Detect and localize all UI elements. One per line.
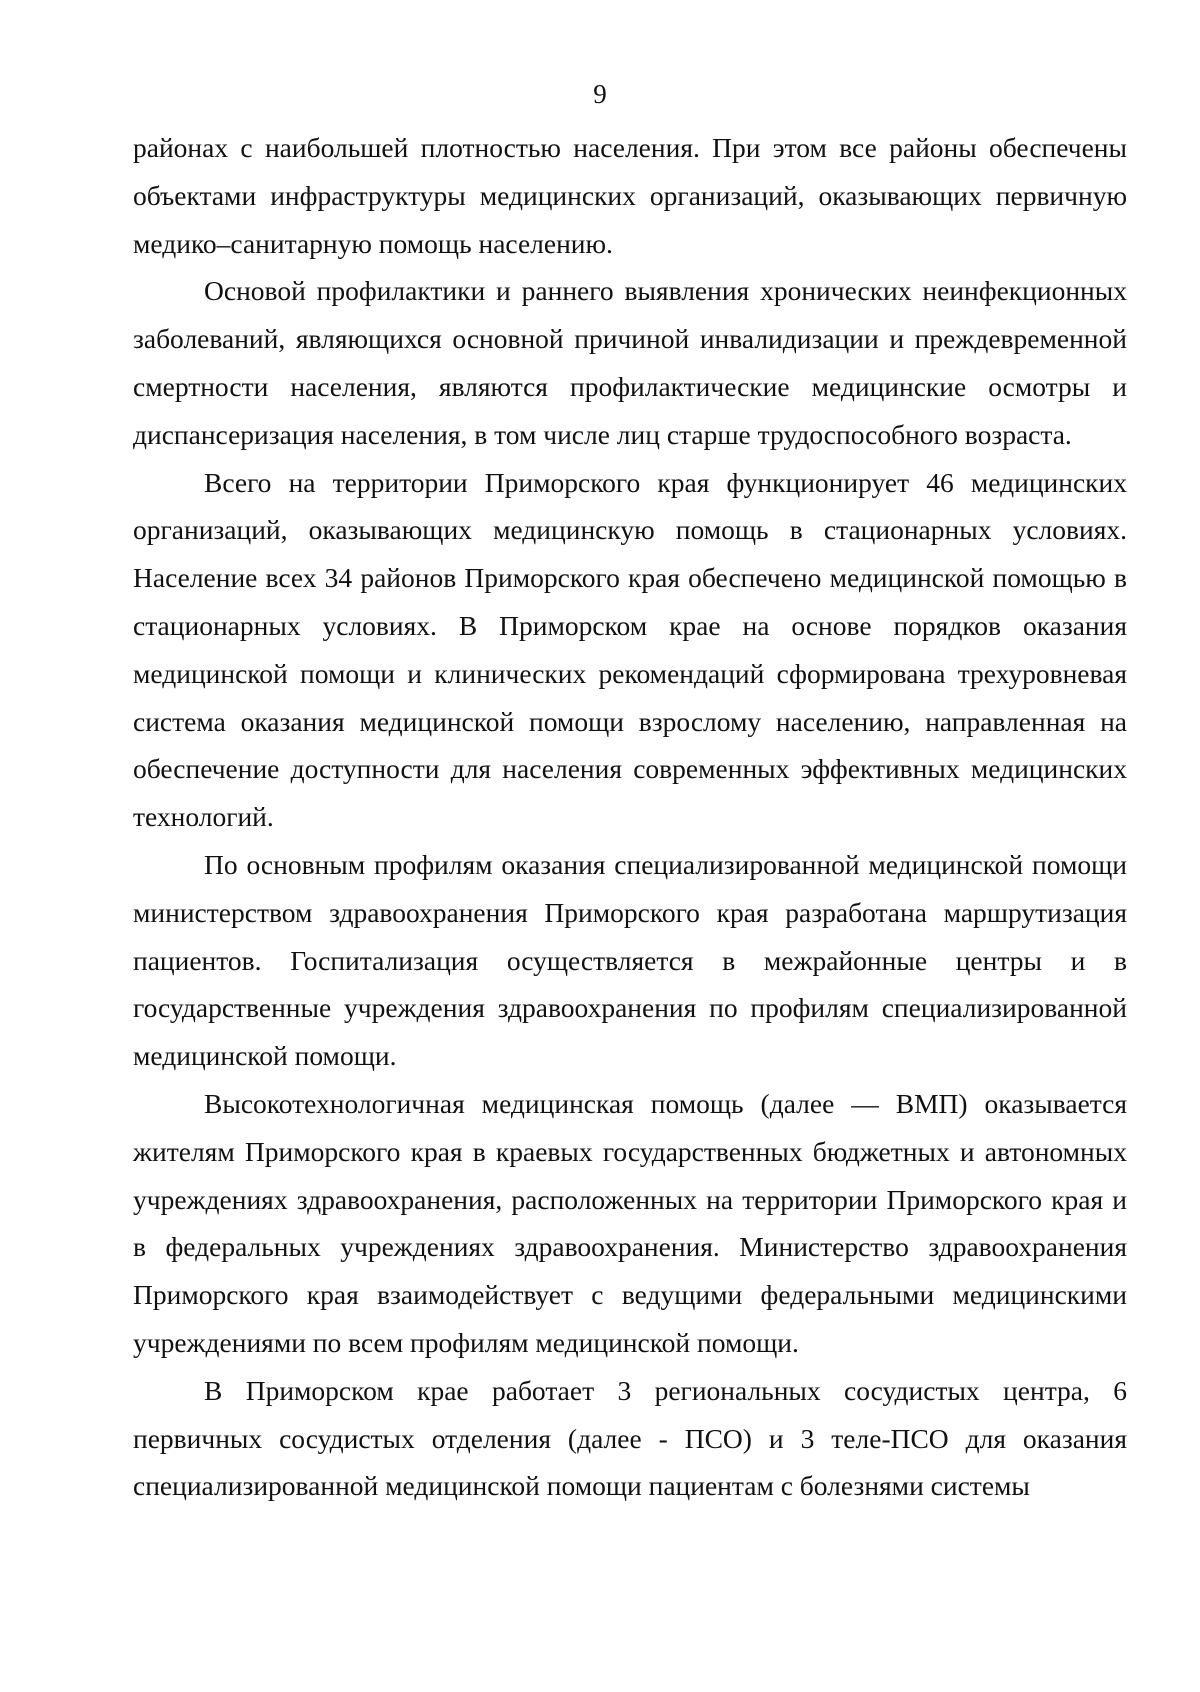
paragraph: Всего на территории Приморского края функционирует 46 медицинских организаций, оказывающих медицинскую помощь в стационарных условиях. Население всех 34 районов Приморского края обеспечено медицинской помощью в стационарных условиях. В Приморском крае на основе порядков оказания медицинской помощи и клинических рекомендаций сформирована трехуровневая система оказания медицинской помощи взрослому населению, направленная на обеспечение доступности для населения современных эффективных медицинских технологий. (133, 466, 1127, 833)
paragraph: В Приморском крае работает 3 региональных сосудистых центра, 6 первичных сосудистых отделения (далее - ПСО) и 3 теле-ПСО для оказания специализированной медицинской помощи пациентам с болезнями системы (133, 1374, 1127, 1502)
paragraph: Высокотехнологичная медицинская помощь (далее — ВМП) оказывается жителям Приморского края в краевых государственных бюджетных и автономных учреждениях здравоохранения, расположенных на территории Приморского края и в федеральных учреждениях здравоохранения. Министерство здравоохранения Приморского края взаимодействует с ведущими федеральными медицинскими учреждениями по всем профилям медицинской помощи. (133, 1087, 1127, 1358)
paragraph: По основным профилям оказания специализированной медицинской помощи министерством здравоохранения Приморского края разработана маршрутизация пациентов. Госпитализация осуществляется в межрайонные центры и в государственные учреждения здравоохранения по профилям специализированной медицинской помощи. (133, 848, 1127, 1072)
paragraph: Основой профилактики и раннего выявления хронических неинфекционных заболеваний, являющихся основной причиной инвалидизации и преждевременной смертности населения, являются профилактические медицинские осмотры и диспансеризация населения, в том числе лиц старше трудоспособного возраста. (133, 275, 1127, 450)
page-number: 9 (593, 79, 607, 109)
body-text (133, 124, 1127, 1510)
paragraph: районах с наибольшей плотностью населения. При этом все районы обеспечены объектами инфраструктуры медицинских организаций, оказывающих первичную медико–санитарную помощь населению. (133, 132, 1127, 259)
